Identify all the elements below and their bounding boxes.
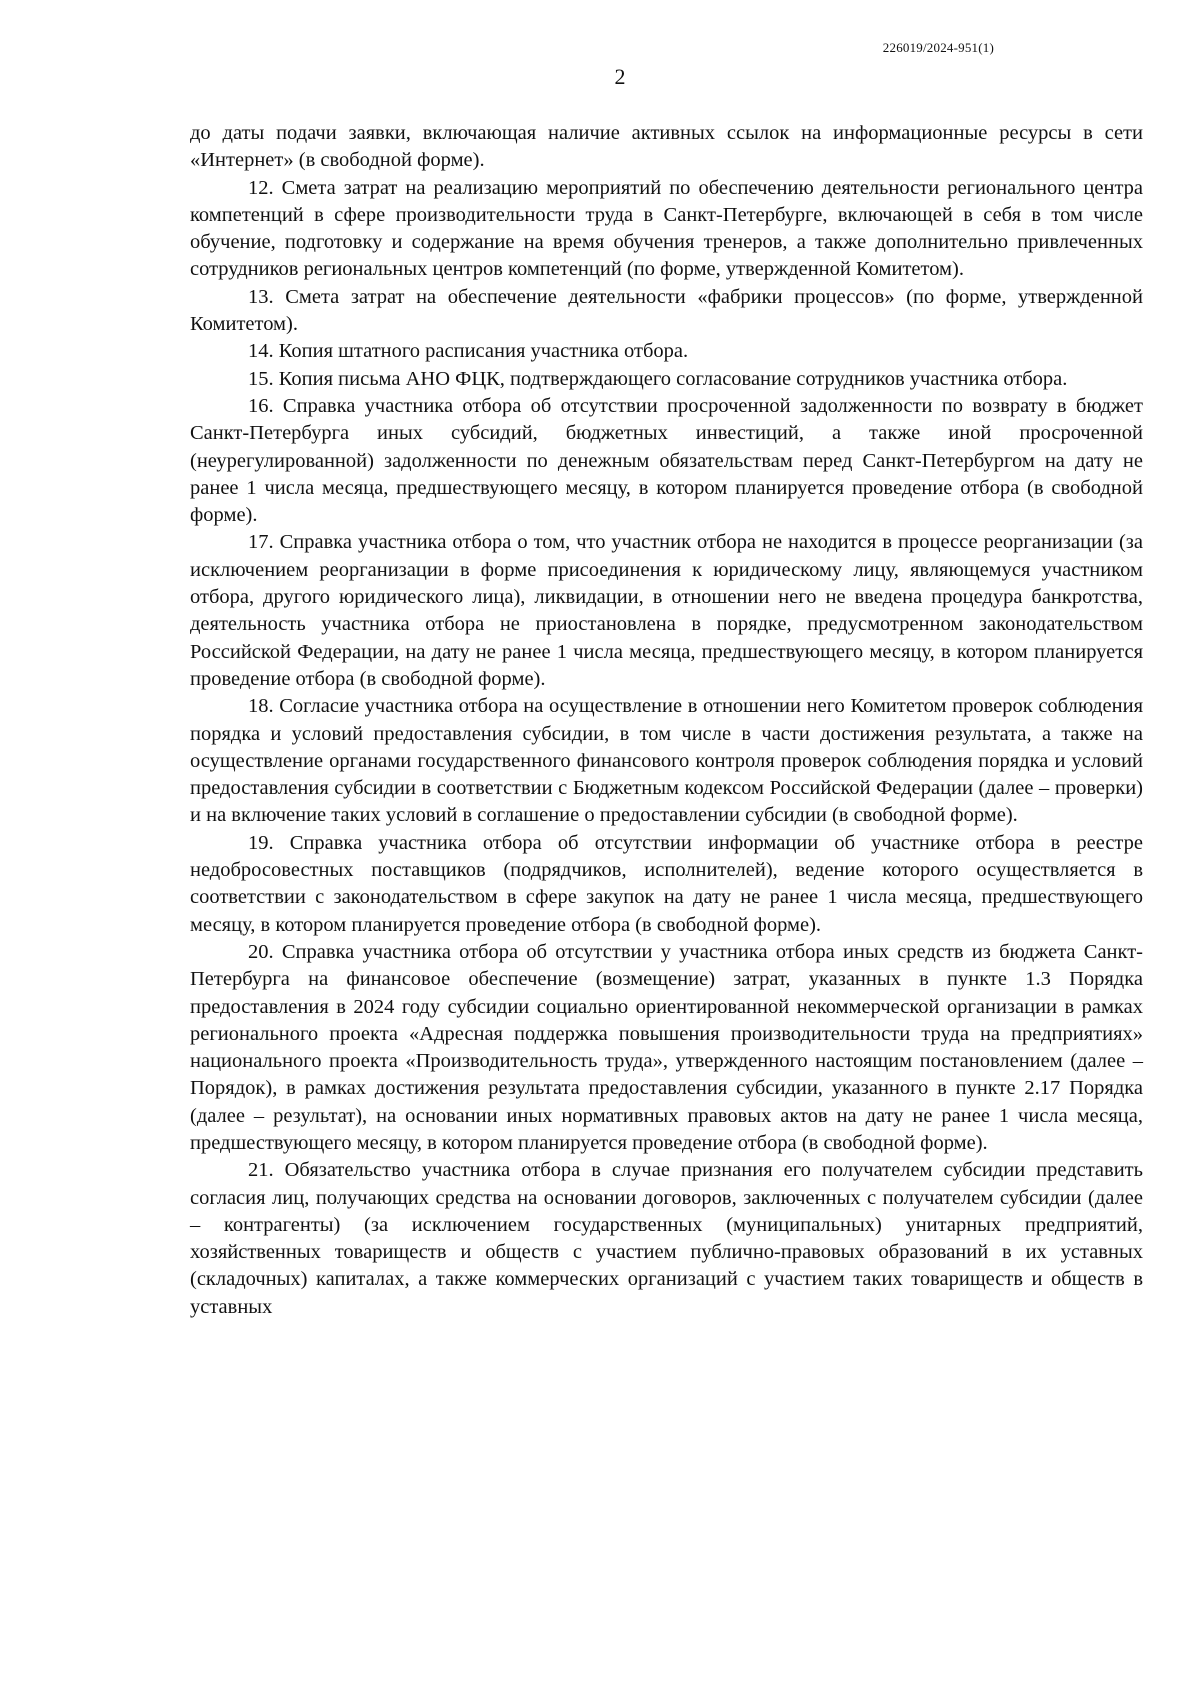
paragraph-item-18: 18. Согласие участника отбора на осуществление в отношении него Комитетом проверок соблюдения порядка и условий предоставления субсидии, в том числе в части достижения результата, а также на осуществление органами государственного финансового контроля проверок соблюдения порядка и условий предоставления субсидии в соответствии с Бюджетным кодексом Российской Федерации (далее – проверки) и на включение таких условий в соглашение о предоставлении субсидии (в свободной форме). [190, 695, 1143, 827]
paragraph-item-20: 20. Справка участника отбора об отсутствии у участника отбора иных средств из бюджета Санкт-Петербурга на финансовое обеспечение (возмещение) затрат, указанных в пункте 1.3 Порядка предоставления в 2024 году субсидии социально ориентированной некоммерческой организации в рамках регионального проекта «Адресная поддержка повышения производительности труда на предприятиях» национального проекта «Производительность труда», утвержденного настоящим постановлением (далее – Порядок), в рамках достижения результата предоставления субсидии, указанного в пункте 2.17 Порядка (далее – результат), на основании иных нормативных правовых актов на дату не ранее 1 числа месяца, предшествующего месяцу, в котором планируется проведение отбора (в свободной форме). [190, 940, 1143, 1154]
page-number: 2 [614, 64, 626, 89]
document-id: 226019/2024-951(1) [882, 40, 994, 55]
document-body [190, 120, 1143, 1321]
paragraph-item-14: 14. Копия штатного расписания участника отбора. [248, 340, 689, 363]
paragraph-item-12: 12. Смета затрат на реализацию мероприятий по обеспечению деятельности регионального центра компетенций в сфере производительности труда в Санкт-Петербурге, включающей в себя в том числе обучение, подготовку и содержание на время обучения тренеров, а также дополнительно привлеченных сотрудников региональных центров компетенций (по форме, утвержденной Комитетом). [190, 176, 1143, 281]
paragraph-item-17: 17. Справка участника отбора о том, что участник отбора не находится в процессе реорганизации (за исключением реорганизации в форме присоединения к юридическому лицу, являющемуся участником отбора, другого юридического лица), ликвидации, в отношении него не введена процедура банкротства, деятельность участника отбора не приостановлена в порядке, предусмотренном законодательством Российской Федерации, на дату не ранее 1 числа месяца, предшествующего месяцу, в котором планируется проведение отбора (в свободной форме). [190, 531, 1143, 690]
paragraph-item-15: 15. Копия письма АНО ФЦК, подтверждающего согласование сотрудников участника отбора. [248, 367, 1068, 390]
paragraph-item-13: 13. Смета затрат на обеспечение деятельности «фабрики процессов» (по форме, утвержденной Комитетом). [190, 285, 1143, 336]
paragraph-item-16: 16. Справка участника отбора об отсутствии просроченной задолженности по возврату в бюджет Санкт-Петербурга иных субсидий, бюджетных инвестиций, а также иной просроченной (неурегулированной) задолженности по денежным обязательствам перед Санкт-Петербургом на дату не ранее 1 числа месяца, предшествующего месяцу, в котором планируется проведение отбора (в свободной форме). [190, 394, 1143, 527]
paragraph-item-21: 21. Обязательство участника отбора в случае признания его получателем субсидии представить согласия лиц, получающих средства на основании договоров, заключенных с получателем субсидии (далее – контрагенты) (за исключением государственных (муниципальных) унитарных предприятий, хозяйственных товариществ и обществ с участием публично-правовых образований в их уставных (складочных) капиталах, а также коммерческих организаций с участием таких товариществ и обществ в уставных [190, 1159, 1143, 1318]
paragraph-continuation: до даты подачи заявки, включающая наличие активных ссылок на информационные ресурсы в сети «Интернет» (в свободной форме). [190, 122, 1143, 172]
paragraph-item-19: 19. Справка участника отбора об отсутствии информации об участнике отбора в реестре недобросовестных поставщиков (подрядчиков, исполнителей), ведение которого осуществляется в соответствии с законодательством в сфере закупок на дату не ранее 1 числа месяца, предшествующего месяцу, в котором планируется проведение отбора (в свободной форме). [190, 831, 1143, 936]
